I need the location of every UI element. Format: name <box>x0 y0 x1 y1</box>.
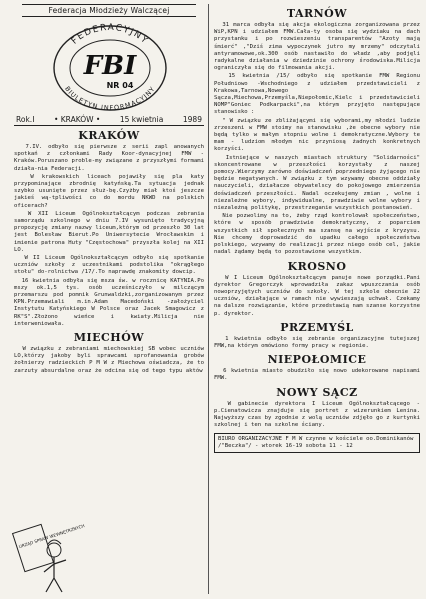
fbi-logo-icon <box>50 20 170 112</box>
tarnow-paragraph-1: 31 marca odbyła się akcja ekologiczna zorganizowana przez WiP,KPN i udziałem FMW.Cała-ty osoba się wydziaku na dach przystanku i po rozwieszeniu transparentów "Azoty mają śmierć" ,"Dziś zima wypoczynek jutro my mrzemy" odczytali antyramowowe,ok.300 osób nastawiło do władz ,aby podjęli radykalne działania w dziedzinie ochrony środowiska.Milicja ograniczyła się do filmowania akcji. <box>214 22 424 72</box>
masthead-logo <box>14 20 204 112</box>
left-column <box>14 4 208 376</box>
section-heading-niepolomice: NIEPOŁOMICE <box>267 353 367 367</box>
tarnow-paragraph-4: Istniejące w naszych miastach struktury "Solidarności" skoncentrowane w przeszłości korzystały z naszej pomocy.Wierzymy zarówno doświadczeń poprzedniego żyjącego nie będzie negatywnych. W związku z tym wzywamy obecne oddziały nauczycieli, działacze obywatelscy do pokojowego zmierzenia doświadczeń przeszłości. Nadal oczekujemy zmian , wolne i niezależne wybory, indywidualne, prawdziwie wolne wybory i niezależną politykę, przestrzeganie wszystkich postanowień. <box>214 154 424 212</box>
right-column <box>214 4 424 453</box>
section-heading-miechow: MIECHÓW <box>73 331 145 345</box>
logo-letters: FBI <box>83 51 137 81</box>
section-heading-krakow: KRAKÓW <box>78 129 140 142</box>
issue-line <box>14 114 204 126</box>
tarnow-paragraph-2: 15 kwietnia /15/ odbyło się spotkanie FMW Regionu Południowo -Wschodniego z udziałem przedstawicieli z Krakowa,Tarnowa,Nowego Sącza,Miechowa,Przemyśla,Niepołomic,Kielc i przedstawicieli NOMP"Goniec Podkarpacki",na którym przyjęto następujące stanowisko : <box>214 73 424 116</box>
krakow-paragraph-4: W II Liceum Ogólnokształcącym odbyło się spotkanie uczniów szkoły z uczestnikami podstolika "okrągłego stołu" do-rolnictwa /17/.To naprawdę znakomity dowcip. <box>14 255 208 276</box>
nowy-sacz-paragraph-1: W gabinecie dyrektora I Liceum Ogólnokształcącego - p.Cienatowicza znajduje się portret z wizerunkiem Lenina. Najwyższy czas by zgodnie z wolą uczniów zdjęło go z kurtynki szkolnej i ten na szkolne ściany. <box>214 400 424 429</box>
issue-city: • KRAKÓW • <box>53 115 101 124</box>
krakow-paragraph-3: W XII Liceum Ogólnokształcącym podczas zebrania samorządu szkolnego w dniu 7.IV wysunięto tradycyjną propozycję zmiany nazwy liceum,którym od przeszło 30 lat jest Bolesław Bierut.Po Uniwersytecie Wrocławskim i imienie patrona Huty "Częstochowa" przyszła kolej na XII LO. <box>14 210 208 253</box>
tarnow-paragraph-3: " W związku ze zbliżającymi się wyborami,my młodzi ludzie zrzeszeni w FMW stoimy na stanowisku ,że obecne wybory nie będą tylko w małym stopniu wolne i demokratyczne.Wybory te mam - ludziom młodym nic przyniosą żadnych konkretnych korzyści. <box>214 117 424 153</box>
niepolomice-paragraph-1: 6 kwietnia miasto obudziło się nowo udekorowane napisami FMW. <box>214 368 424 382</box>
tarnow-paragraph-5: Nie pozwolimy na to, żeby rząd kontrolował społeczeństwo, które w sposób prawdziwie demokratyczny, z poparciem wszystkich sił społecznych ma szansę na wyjście z kryzysu. Nie chcemy doprowadzić do upadku całego społeczeństwa polskiego, wzywamy do realizacji przez niego osób cel, jakie nadal żądamy będą to pozostawione wszystkim. <box>214 213 424 256</box>
logo-ring-top: FEDERACYJNY <box>69 22 151 47</box>
logo-ring-bottom: BIULETYN INFORMACYJNY <box>63 84 157 112</box>
column-divider <box>208 4 209 594</box>
cartoon-sign-text: URZĄD SPRAW WEWNĘTRZNYCH <box>18 523 86 550</box>
miechow-paragraph-1: W związku z zebraniami miechowskiej SB wobec uczniów LO,którzy jakoby byli sprawcami sprofanowania grobów żołnierzy radzieckich P M W z Miechowa oświadcza, że to zarzuty absurdalne oraz że odcina się od tego typu aktów <box>14 346 208 374</box>
office-hours-box: BIURO ORGANIZACYJNE F M W czynne w kościele oo.Dominikanów /"Beczka"/ - wtorek 16-19 sobota 11 - 12 <box>214 433 420 453</box>
issue-year-label: Rok.I <box>16 115 35 124</box>
section-heading-przemysl: PRZEMYŚL <box>280 320 354 334</box>
krakow-paragraph-5: 16 kwietnia odbyła się msza św. w rocznicę KATYNIA.Po mszy ok.1,5 tys. osób ucześniczyło w milczącym przemarszu pod pomnik Grunwaldzki,zorganizowanym przez KPN.Przemawiali m.in.Adam Macedoński -założyciel Instytutu Katyńskiego W Polsce oraz Jacek Smagowicz z RK"S".Złożono wieńce i kwiaty.Milicja nie interweniowała. <box>14 277 208 327</box>
przemysl-paragraph-1: 1 kwietnia odbyło się zebranie organizacyjne tutejszej FMW,na którym omówiono formy pracy w regionie. <box>214 335 424 349</box>
issue-year: 1989 <box>182 115 202 124</box>
svg-text:FEDERACYJNY <box>70 23 150 47</box>
issue-date: 15 kwietnia <box>119 115 164 124</box>
section-heading-krosno: KROSNO <box>287 259 347 273</box>
cartoon-drawing-icon <box>14 520 86 594</box>
krosno-paragraph-1: W I Liceum Ogólnokształcącym panuje nowe porządki.Pani dyrektor Gregorczyk wprowadziła zakaz wpuszczania osób nowoprzyjętych uczniów do szkoły. W tej szkole obecnie 22 uczniów, działające w ramach nie wywieszają uchwał. Czekamy na dalsze rozwiązanie, które przedstawią nam szanse korzystne p. dyrektor. <box>214 274 424 317</box>
org-name: Federacja Młodzieży Walczącej <box>22 4 196 17</box>
krakow-paragraph-1: 7.IV. odbyło się pierwsze z serii zapl anowanych spotkań z członkami Rady Koor-dynacyjnej FMW -Kraków.Poruszano proble-my związane z przyszłymi formami działa-nia Federacji. <box>14 144 208 172</box>
section-heading-tarnow: TARNÓW <box>286 7 348 20</box>
krakow-paragraph-2: W krakowskich liceach pojawiły się pla katy przypominające zbrodnię katyńską.Ta sytuacja jednak szybko usunięte przez służ-bę.Czyżby miał ktoś jeszcze jakieś wą-tpliwości co do mordu NKWD na polskich oficerach? <box>14 173 208 209</box>
logo-issue: NR 04 <box>106 81 134 90</box>
section-heading-nowy-sacz: NOWY SĄCZ <box>276 385 358 399</box>
